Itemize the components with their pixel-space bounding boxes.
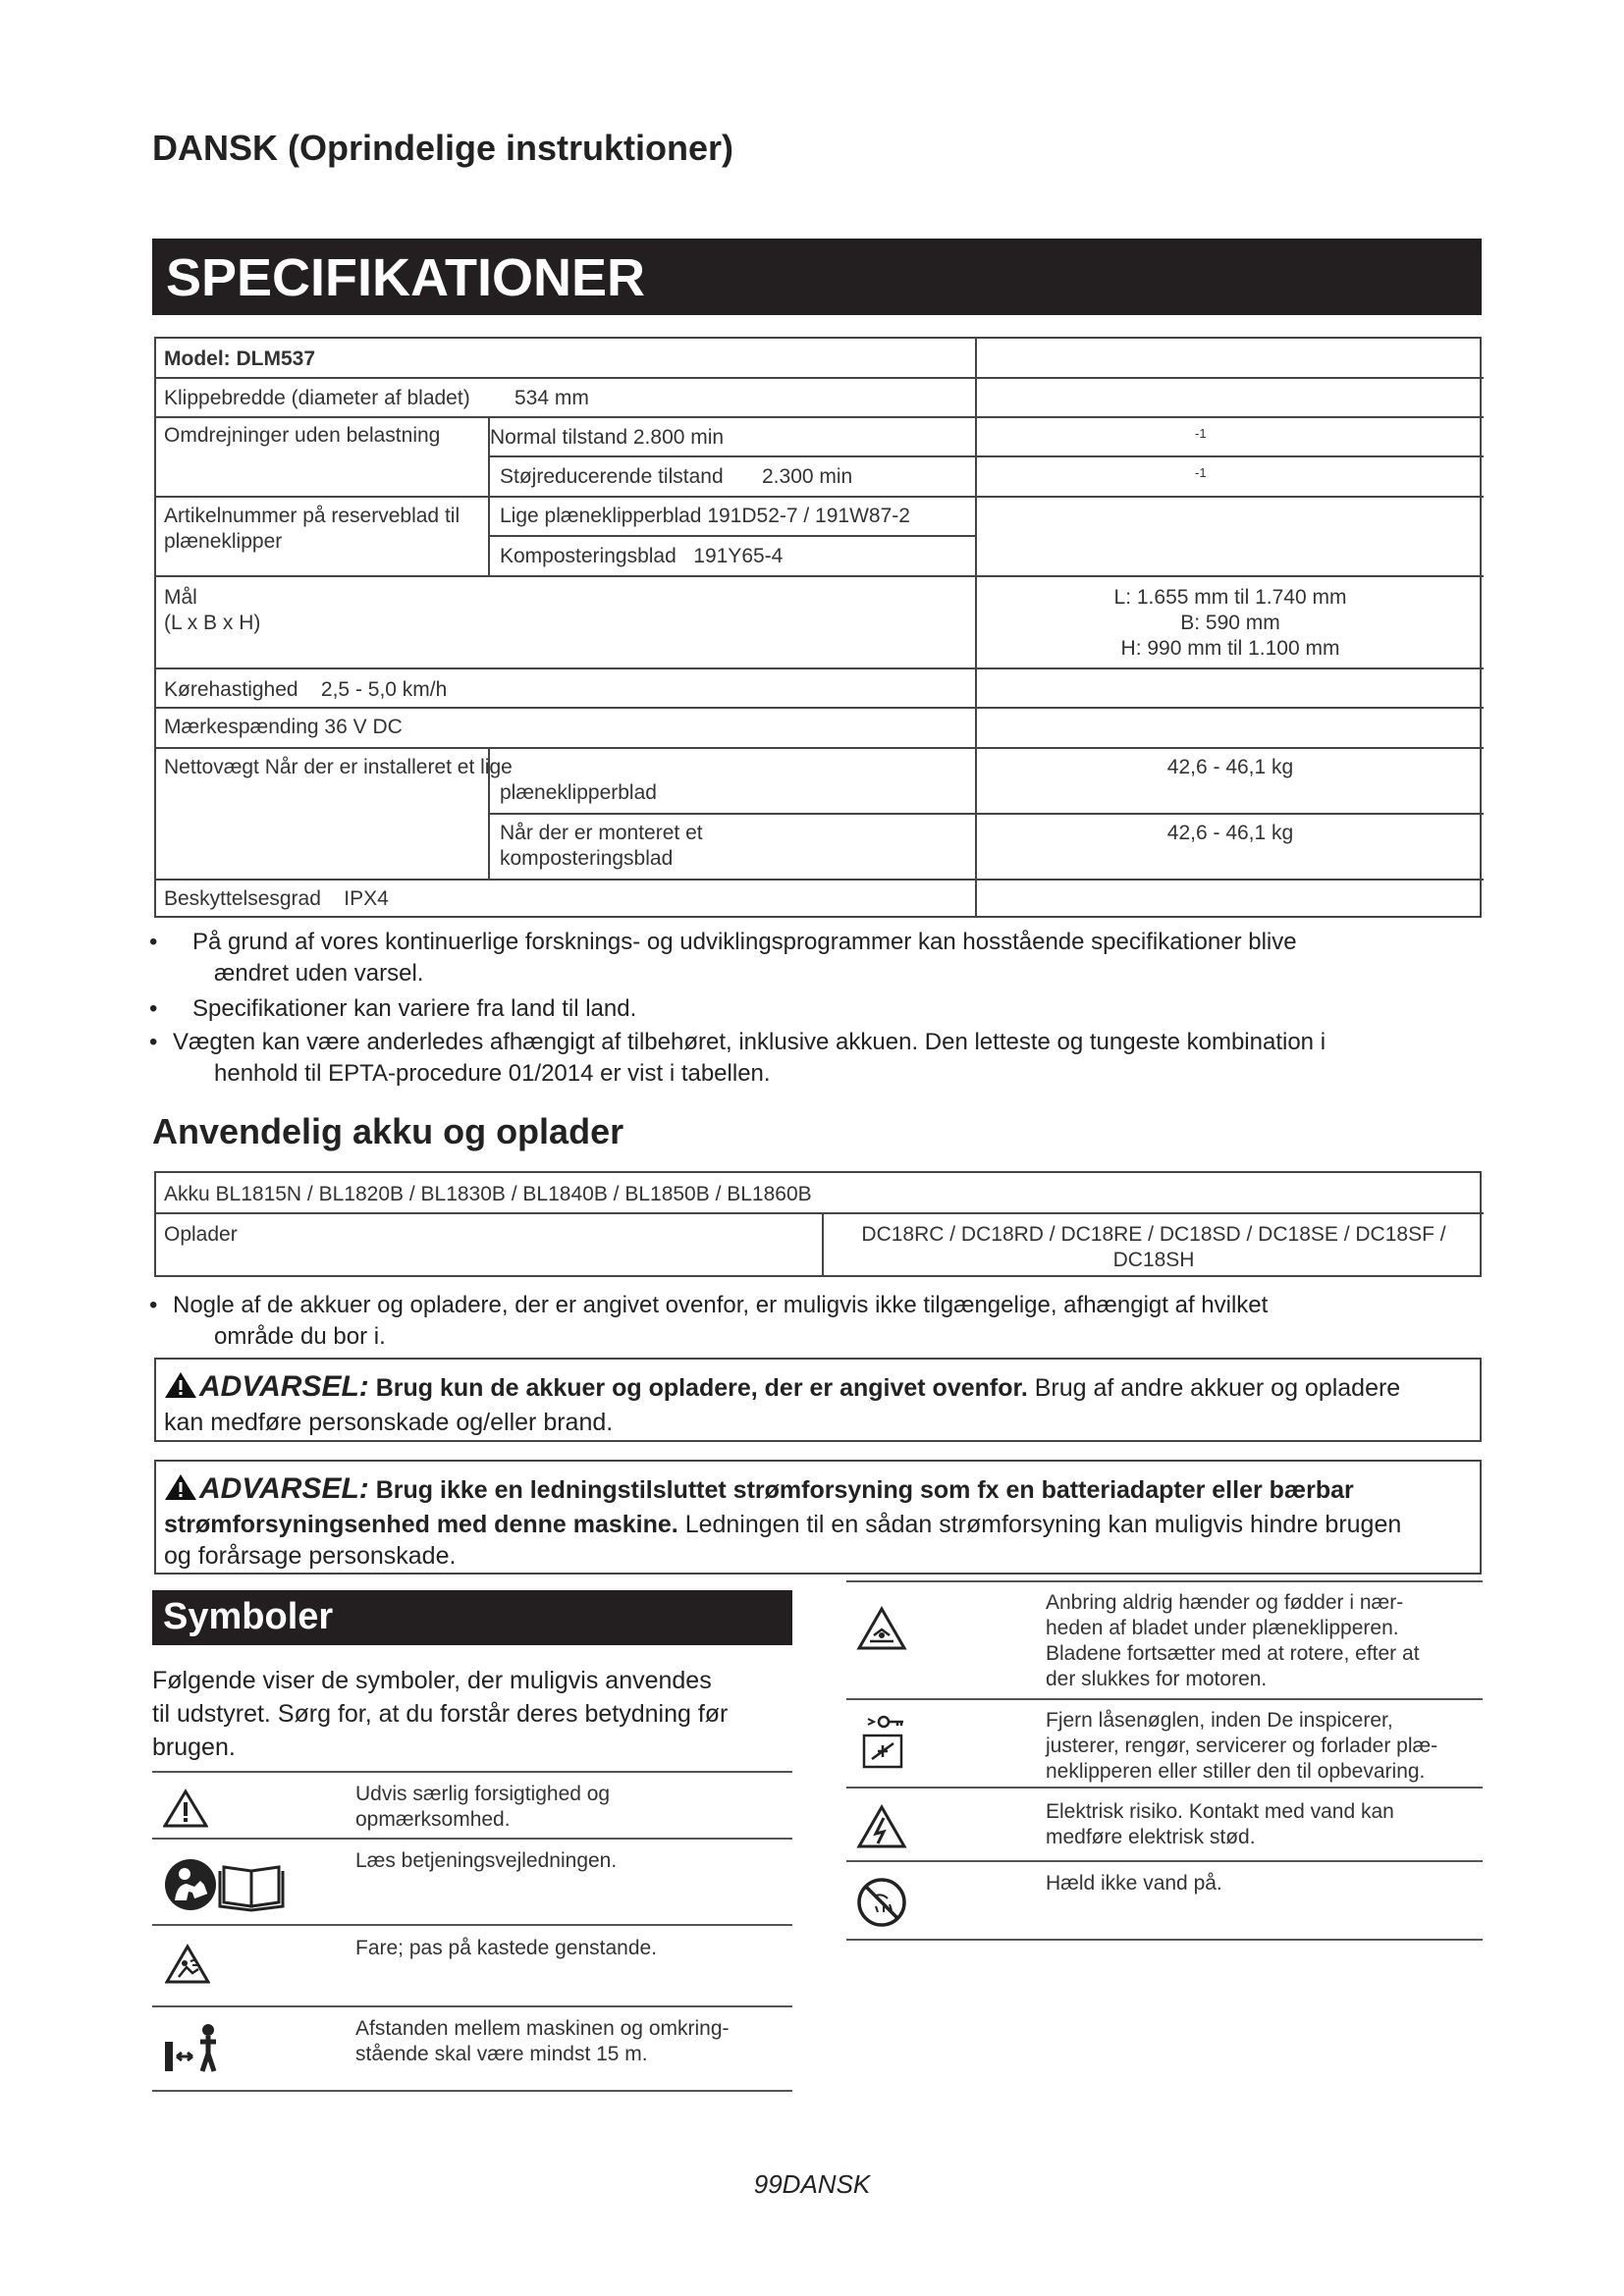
spec-note-1-line1: På grund af vores kontinuerlige forsknings- og udviklingsprogrammer kan hosstående specifikationer blive [192, 929, 1297, 955]
symbol-text [1046, 1799, 1394, 1850]
battery-heading: Anvendelig akku og oplader [152, 1111, 624, 1151]
warning-2-line3: og forårsage personskade. [164, 1542, 457, 1570]
net-weight-mulching-line1: Når der er monteret et [500, 822, 703, 844]
symbols-intro-line1: Følgende viser de symboler, der muligvis anvendes [152, 1667, 712, 1694]
speed-quiet-superscript: -1 [1195, 465, 1207, 480]
warning-1-text: Brug af andre akkuer og opladere [1027, 1374, 1401, 1402]
page-language-title: DANSK (Oprindelige instruktioner) [152, 128, 734, 168]
charger-label: Oplader [164, 1223, 238, 1246]
symbols-intro-line2: til udstyret. Sørg for, at du forstår deres betydning før [152, 1700, 729, 1728]
charger-list-line1: DC18RC / DC18RD / DC18RE / DC18SD / DC18SE / DC18SF / [861, 1223, 1446, 1246]
symbol-text [355, 1848, 617, 1874]
dimensions-sublabel: (L x B x H) [164, 612, 261, 634]
symbol-right-1-line4: der slukkes for motoren. [1046, 1668, 1268, 1690]
symbols-intro-line3: brugen. [152, 1734, 236, 1761]
symbol-text [1046, 1590, 1420, 1692]
warning-box-1 [154, 1358, 1482, 1442]
symbol-right-2-line3: neklipperen eller stiller den til opbevaring. [1046, 1760, 1426, 1783]
model-cell: Model: DLM537 [164, 347, 316, 370]
note-bullet: • [149, 1292, 158, 1318]
symbol-right-1-line2: heden af bladet under plæneklipperen. [1046, 1617, 1399, 1639]
symbol-text [1046, 1708, 1437, 1785]
note-bullet: • [149, 995, 158, 1022]
symbol-right-1-line3: Bladene fortsætter med at rotere, efter at [1046, 1642, 1420, 1665]
symbol-right-2-line2: justerer, rengør, servicerer og forlader plæ- [1046, 1735, 1438, 1757]
symbol-text [355, 2016, 730, 2067]
electric-risk-icon [856, 1804, 907, 1854]
symbol-text [355, 1936, 657, 1961]
spec-note-2: Specifikationer kan variere fra land til land. [192, 995, 637, 1022]
symbols-intro [152, 1664, 781, 1764]
warning-triangle-icon [164, 1371, 197, 1407]
dimensions-label: Mål [164, 586, 197, 609]
specifications-heading: SPECIFIKATIONER [152, 239, 1482, 315]
warning-word: ADVARSEL: [199, 1370, 369, 1403]
read-manual-icon [163, 1857, 291, 1917]
akku-list: Akku BL1815N / BL1820B / BL1830B / BL1840B / BL1850B / BL1860B [164, 1183, 812, 1205]
symbol-left-4-line1: Afstanden mellem maskinen og omkring- [355, 2017, 730, 2040]
charger-list-line2: DC18SH [1112, 1249, 1195, 1271]
warning-2-text: Ledningen til en sådan strømforsyning kan muligvis hindre brugen [677, 1511, 1402, 1538]
no-water-icon [856, 1877, 907, 1933]
no-load-speed-label: Omdrejninger uden belastning [164, 424, 441, 447]
straight-blade-number: Lige plæneklipperblad 191D52-7 / 191W87-2 [500, 505, 910, 527]
net-weight-straight-cont: plæneklipperblad [500, 781, 657, 804]
warning-box-2 [154, 1460, 1482, 1575]
spec-table [154, 337, 1482, 918]
symbols-heading: Symboler [152, 1590, 792, 1645]
symbol-left-1-line2: opmærksomhed. [355, 1808, 511, 1831]
spare-blade-label: Artikelnummer på reserveblad til plæneklipper [164, 505, 460, 553]
hands-feet-blade-icon [856, 1606, 907, 1656]
net-weight-label: Nettovægt Når der er installeret et lige [164, 756, 513, 778]
warning-2-bold-line1: Brug ikke en ledningstilsluttet strømforsyning som fx en batteriadapter eller bærbar [375, 1476, 1354, 1504]
page-footer: 99DANSK [753, 2169, 871, 2199]
symbol-left-1-line1: Udvis særlig forsigtighed og [355, 1783, 611, 1805]
warning-2-bold-line2: strømforsyningsenhed med denne maskine. [164, 1511, 678, 1538]
symbol-text [355, 1782, 610, 1833]
thrown-objects-icon [165, 1944, 210, 1990]
rated-voltage: Mærkespænding 36 V DC [164, 716, 403, 738]
net-weight-mulching-line2: komposteringsblad [500, 847, 674, 870]
travel-speed: Kørehastighed 2,5 - 5,0 km/h [164, 678, 448, 701]
cutting-width-value: 534 mm [514, 387, 589, 409]
symbol-right-1-line1: Anbring aldrig hænder og fødder i nær- [1046, 1591, 1404, 1614]
warning-triangle-icon [163, 1789, 208, 1833]
distance-15m-icon [163, 2022, 226, 2078]
warning-1-bold: Brug kun de akkuer og opladere, der er angivet ovenfor. [375, 1374, 1028, 1402]
symbol-left-4-line2: stående skal være mindst 15 m. [355, 2043, 648, 2065]
battery-note-line2: område du bor i. [214, 1323, 386, 1350]
symbol-left-3-line1: Fare; pas på kastede genstande. [355, 1937, 658, 1959]
warning-triangle-icon [164, 1473, 197, 1509]
symbol-left-2-line1: Læs betjeningsvejledningen. [355, 1849, 618, 1872]
symbol-text [1046, 1871, 1222, 1896]
speed-quiet-label: Støjreducerende tilstand [500, 465, 724, 488]
spec-note-3-line2: henhold til EPTA-procedure 01/2014 er vist i tabellen. [214, 1060, 771, 1087]
symbol-right-2-line1: Fjern låsenøglen, inden De inspicerer, [1046, 1709, 1393, 1732]
symbol-right-4-line1: Hæld ikke vand på. [1046, 1872, 1222, 1895]
speed-normal-superscript: -1 [1195, 426, 1207, 441]
speed-normal: Normal tilstand 2.800 min [490, 426, 725, 449]
warning-word: ADVARSEL: [199, 1472, 369, 1505]
dimension-height: H: 990 mm til 1.100 mm [1120, 637, 1340, 660]
symbol-right-3-line2: medføre elektrisk stød. [1046, 1826, 1256, 1848]
cutting-width-label: Klippebredde (diameter af bladet) [164, 387, 470, 409]
spec-note-1-line2: ændret uden varsel. [214, 960, 424, 987]
note-bullet: • [149, 1029, 158, 1055]
note-bullet: • [149, 929, 158, 955]
net-weight-straight-value: 42,6 - 46,1 kg [1166, 756, 1294, 778]
dimension-width: B: 590 mm [1180, 612, 1280, 634]
speed-quiet-value: 2.300 min [762, 465, 853, 488]
warning-1-line2: kan medføre personskade og/eller brand. [164, 1409, 614, 1436]
dimension-length: L: 1.655 mm til 1.740 mm [1113, 586, 1347, 609]
battery-note-line1: Nogle af de akkuer og opladere, der er angivet ovenfor, er muligvis ikke tilgængelige, afhængigt af hvilket [173, 1292, 1269, 1318]
protection-degree: Beskyttelsesgrad IPX4 [164, 887, 389, 910]
symbol-right-3-line1: Elektrisk risiko. Kontakt med vand kan [1046, 1800, 1394, 1823]
remove-key-icon [858, 1714, 907, 1776]
spec-note-3-line1: Vægten kan være anderledes afhængigt af tilbehøret, inklusive akkuen. Den letteste og tungeste kombination i [173, 1029, 1326, 1055]
mulching-blade-number: Komposteringsblad 191Y65-4 [500, 545, 784, 567]
battery-table [154, 1171, 1482, 1277]
net-weight-mulching-value: 42,6 - 46,1 kg [1166, 822, 1294, 844]
